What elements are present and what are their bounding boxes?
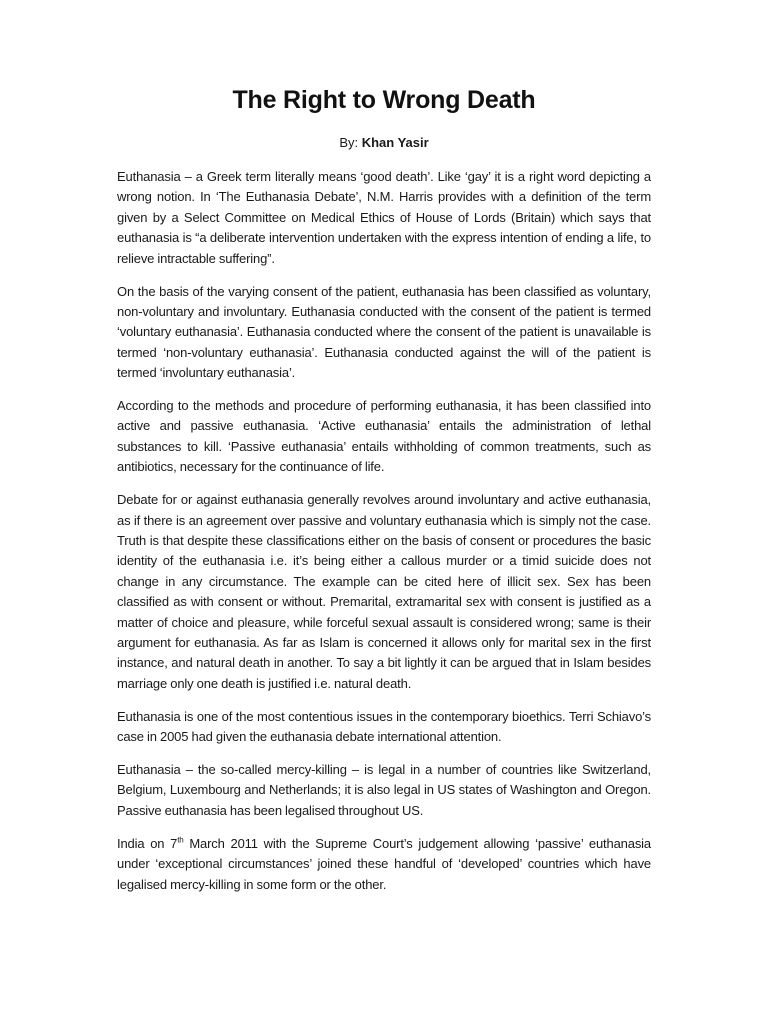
byline bbox=[117, 135, 651, 150]
document-page bbox=[117, 86, 651, 908]
author-name: Khan Yasir bbox=[361, 135, 429, 150]
paragraph: According to the methods and procedure of performing euthanasia, it has been classified into active and passive euthanasia. ‘Active euthanasia’ entails the administration of lethal substances to kill. ‘Passive euthanasia’ entails withholding of common treatments, such as antibiotics, necessary for the continuance of life. bbox=[117, 398, 651, 475]
date-text: India on 7 bbox=[117, 835, 178, 851]
document-title: The Right to Wrong Death bbox=[232, 86, 536, 114]
article-body bbox=[117, 167, 651, 895]
paragraph-text: March 2011 with the Supreme Court’s judgement allowing ‘passive’ euthanasia under ‘exceptional circumstances’ joined these handful of ‘developed’ countries which have legalised mercy-killing in some form or the other. bbox=[117, 835, 651, 892]
paragraph-last bbox=[117, 834, 651, 895]
paragraph: Debate for or against euthanasia generally revolves around involuntary and active euthanasia, as if there is an agreement over passive and voluntary euthanasia which is simply not the case. Truth is that despite these classifications either on the basis of consent or procedures the basic identity of the euthanasia i.e. it’s being either a callous murder or a timid suicide does not change in any circumstance. The example can be cited here of illicit sex. Sex has been classified as with consent or without. Premarital, extramarital sex with consent is justified as a matter of choice and pleasure, while forceful sexual assault is considered wrong; same is their argument for euthanasia. As far as Islam is concerned it allows only for marital sex in the first instance, and natural death in another. To say a bit lightly it can be argued that in Islam besides marriage only one death is justified i.e. natural death. bbox=[117, 492, 651, 691]
paragraph: On the basis of the varying consent of the patient, euthanasia has been classified as voluntary, non-voluntary and involuntary. Euthanasia conducted with the consent of the patient is termed ‘voluntary euthanasia’. Euthanasia conducted where the consent of the patient is unavailable is termed ‘non-voluntary euthanasia’. Euthanasia conducted against the will of the patient is termed ‘involuntary euthanasia’. bbox=[117, 283, 651, 381]
ordinal-superscript: th bbox=[177, 835, 184, 845]
paragraph: Euthanasia – the so-called mercy-killing – is legal in a number of countries like Switzerland, Belgium, Luxembourg and Netherlands; it is also legal in US states of Washington and Oregon. Passive euthanasia has been legalised throughout US. bbox=[117, 762, 651, 818]
byline-prefix: By: bbox=[339, 135, 362, 150]
paragraph: Euthanasia is one of the most contentious issues in the contemporary bioethics. Terri Schiavo’s case in 2005 had given the euthanasia debate international attention. bbox=[117, 708, 651, 745]
paragraph: Euthanasia – a Greek term literally means ‘good death’. Like ‘gay’ it is a right word depicting a wrong notion. In ‘The Euthanasia Debate’, N.M. Harris provides with a definition of the term given by a Select Committee on Medical Ethics of House of Lords (Britain) which says that euthanasia is “a deliberate intervention undertaken with the express intention of ending a life, to relieve intractable suffering”. bbox=[117, 169, 651, 266]
